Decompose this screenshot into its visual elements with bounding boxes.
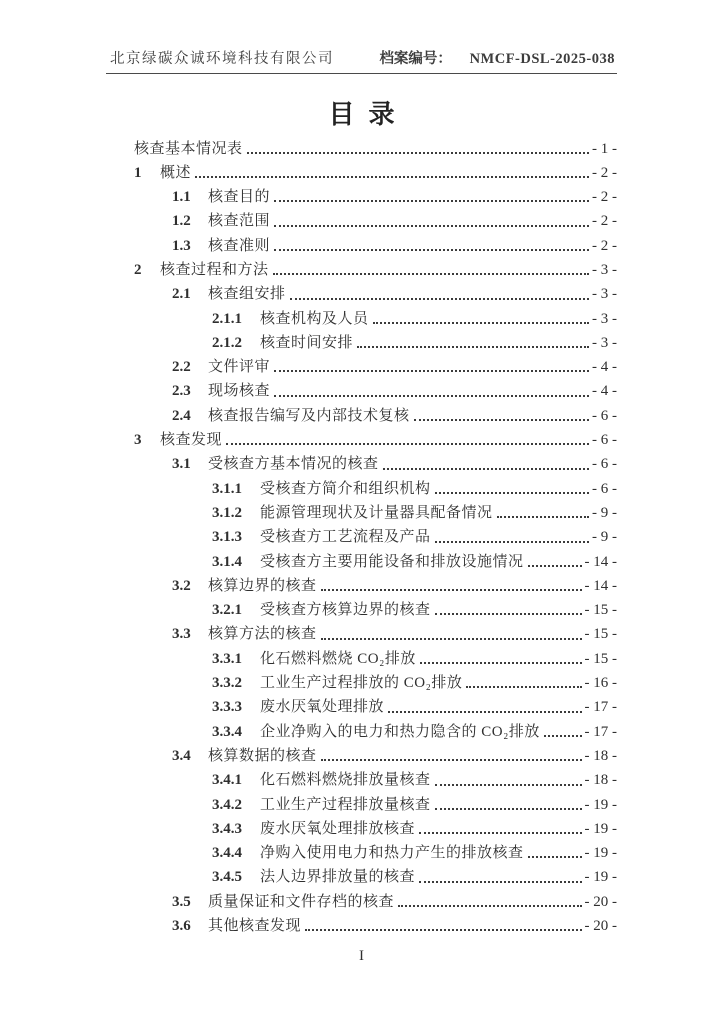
toc-entry-number: 1.3: [172, 237, 191, 254]
toc-entry-number: 2.1: [172, 286, 191, 303]
toc-entry-number: 3: [134, 432, 142, 449]
toc-leader-dots: [273, 273, 589, 275]
toc-entry-label: 受核查方核算边界的核查: [260, 602, 431, 619]
toc-entry-number: 3.4.5: [212, 869, 242, 886]
toc-entry-number: 3.1: [172, 456, 191, 473]
toc-entry[interactable]: [134, 647, 617, 671]
toc-entry-page: - 2 -: [592, 237, 617, 254]
toc-entry-number: 3.3.3: [212, 699, 242, 716]
toc-leader-dots: [321, 589, 582, 591]
toc-entry-number: 3.2.1: [212, 602, 242, 619]
toc-leader-dots: [195, 176, 589, 178]
toc-entry-label: 核算数据的核查: [208, 747, 317, 764]
toc-leader-dots: [290, 298, 589, 300]
toc-entry-number: 3.1.1: [212, 480, 242, 497]
toc-entry-label: 核查范围: [208, 213, 271, 230]
toc-entry-page: - 19 -: [584, 820, 617, 837]
toc-entry-page: - 3 -: [592, 286, 617, 303]
toc-entry-page: - 20 -: [584, 918, 617, 934]
toc-entry-page: - 3 -: [592, 261, 617, 278]
toc-leader-dots: [357, 346, 589, 348]
toc-entry-page: - 15 -: [584, 650, 617, 667]
toc-entry-page: - 2 -: [592, 213, 617, 230]
toc-leader-dots: [544, 735, 582, 737]
toc-entry[interactable]: [134, 379, 617, 403]
toc-entry-label: 核查时间安排: [260, 334, 354, 351]
toc-entry[interactable]: [134, 331, 617, 355]
toc-entry[interactable]: [134, 890, 617, 914]
toc-entry-number: 3.5: [172, 893, 191, 910]
toc-entry[interactable]: [134, 209, 617, 233]
toc-entry-number: 3.3: [172, 626, 191, 643]
toc-entry-label: 核查准则: [208, 237, 271, 254]
toc-entry[interactable]: [134, 817, 617, 841]
toc-entry-label: 质量保证和文件存档的核查: [208, 893, 395, 910]
toc-entry-page: - 9 -: [592, 529, 617, 546]
toc-entry-page: - 15 -: [584, 602, 617, 619]
toc-list: [134, 137, 617, 939]
toc-entry-label: 文件评审: [208, 359, 271, 376]
page-number-footer: I: [359, 948, 364, 965]
toc-entry[interactable]: [134, 671, 617, 695]
toc-entry-label: 现场核查: [208, 383, 271, 400]
toc-leader-dots: [528, 856, 582, 858]
toc-entry[interactable]: [134, 355, 617, 379]
toc-entry-page: - 9 -: [592, 504, 617, 521]
toc-leader-dots: [466, 686, 581, 688]
toc-entry-label: 核查目的: [208, 189, 271, 206]
toc-leader-dots: [274, 370, 589, 372]
toc-entry-number: 3.6: [172, 918, 191, 934]
page-header: [106, 47, 617, 74]
toc-leader-dots: [497, 516, 589, 518]
toc-leader-dots: [419, 881, 581, 883]
toc-entry[interactable]: [134, 525, 617, 549]
toc-entry-label: 核查基本情况表: [134, 140, 243, 157]
toc-entry[interactable]: [134, 744, 617, 768]
toc-entry-number: 3.1.4: [212, 553, 242, 570]
toc-entry-page: - 3 -: [592, 310, 617, 327]
toc-leader-dots: [435, 808, 582, 810]
toc-entry-label: 核算边界的核查: [208, 577, 317, 594]
toc-entry-label: 受核查方主要用能设备和排放设施情况: [260, 553, 524, 570]
toc-entry[interactable]: [134, 307, 617, 331]
company-name: 北京绿碳众诚环境科技有限公司: [110, 51, 334, 67]
toc-entry-page: - 17 -: [584, 699, 617, 716]
toc-entry[interactable]: [134, 574, 617, 598]
toc-leader-dots: [274, 200, 589, 202]
toc-leader-dots: [420, 662, 582, 664]
toc-entry-label: 废水厌氧处理排放: [260, 699, 385, 716]
header-row: [106, 47, 617, 68]
toc-entry-page: - 14 -: [584, 577, 617, 594]
toc-entry-number: 1: [134, 164, 142, 181]
toc-entry[interactable]: [134, 768, 617, 792]
toc-entry-page: - 19 -: [584, 845, 617, 862]
toc-entry[interactable]: [134, 865, 617, 889]
toc-entry[interactable]: [134, 695, 617, 719]
toc-entry-number: 1.1: [172, 189, 191, 206]
toc-entry-page: - 4 -: [592, 359, 617, 376]
toc-leader-dots: [383, 468, 589, 470]
toc-entry[interactable]: [134, 501, 617, 525]
toc-leader-dots: [435, 613, 582, 615]
toc-entry-page: - 19 -: [584, 796, 617, 813]
toc-entry-label: 化石燃料燃烧 CO₂排放: [260, 650, 416, 667]
toc-entry-number: 3.3.4: [212, 723, 242, 740]
toc-entry-page: - 17 -: [584, 723, 617, 740]
page-footer: [106, 948, 617, 965]
toc-leader-dots: [247, 152, 589, 154]
toc-entry[interactable]: [134, 234, 617, 258]
toc-entry-page: - 6 -: [592, 432, 617, 449]
toc-entry-page: - 3 -: [592, 334, 617, 351]
toc-entry-page: - 2 -: [592, 164, 617, 181]
toc-leader-dots: [321, 638, 582, 640]
toc-entry-label: 法人边界排放量的核查: [260, 869, 416, 886]
toc-entry-label: 受核查方工艺流程及产品: [260, 529, 431, 546]
toc-entry-page: - 16 -: [584, 675, 617, 692]
toc-leader-dots: [414, 419, 589, 421]
toc-entry-number: 2.3: [172, 383, 191, 400]
toc-entry-page: - 6 -: [592, 480, 617, 497]
toc-entry[interactable]: [134, 282, 617, 306]
toc-entry-number: 3.2: [172, 577, 191, 594]
toc-entry-label: 能源管理现状及计量器具配备情况: [260, 504, 493, 521]
toc-entry-label: 核算方法的核查: [208, 626, 317, 643]
toc-entry-number: 3.4.1: [212, 772, 242, 789]
toc-entry-number: 3.3.1: [212, 650, 242, 667]
file-number-group: [379, 47, 615, 68]
toc-entry-number: 3.4: [172, 747, 191, 764]
toc-entry[interactable]: [134, 428, 617, 452]
toc-entry[interactable]: [134, 137, 617, 161]
toc-entry-number: 3.1.2: [212, 504, 242, 521]
toc-entry-page: - 6 -: [592, 456, 617, 473]
toc-entry[interactable]: [134, 622, 617, 646]
toc-entry-number: 2: [134, 261, 142, 278]
toc-leader-dots: [435, 784, 582, 786]
toc-entry-label: 其他核查发现: [208, 918, 302, 934]
toc-entry[interactable]: [134, 477, 617, 501]
toc-entry-label: 核查组安排: [208, 286, 286, 303]
toc-entry[interactable]: [134, 841, 617, 865]
toc-entry-label: 概述: [160, 164, 192, 181]
toc-entry-page: - 20 -: [584, 893, 617, 910]
toc-entry-label: 企业净购入的电力和热力隐含的 CO₂排放: [260, 723, 540, 740]
toc-leader-dots: [528, 565, 582, 567]
toc-entry-page: - 18 -: [584, 747, 617, 764]
toc-entry[interactable]: [134, 185, 617, 209]
toc-entry-page: - 2 -: [592, 189, 617, 206]
toc-entry-label: 核查机构及人员: [260, 310, 369, 327]
file-number-label: 档案编号：: [379, 51, 452, 67]
toc-entry-label: 受核查方简介和组织机构: [260, 480, 431, 497]
toc-entry-number: 3.1.3: [212, 529, 242, 546]
toc-entry-number: 3.3.2: [212, 675, 242, 692]
file-number-value: NMCF-DSL-2025-038: [469, 51, 615, 67]
toc-entry-page: - 18 -: [584, 772, 617, 789]
toc-title: 目录: [328, 100, 409, 129]
toc-entry-page: - 19 -: [584, 869, 617, 886]
toc-leader-dots: [398, 905, 581, 907]
toc-entry[interactable]: [134, 404, 617, 428]
toc-entry-number: 3.4.3: [212, 820, 242, 837]
header-rule: [106, 73, 617, 74]
toc-entry-number: 2.2: [172, 359, 191, 376]
toc-entry-number: 3.4.4: [212, 845, 242, 862]
toc-leader-dots: [226, 443, 589, 445]
toc-entry-label: 核查报告编写及内部技术复核: [208, 407, 410, 424]
toc-leader-dots: [388, 711, 581, 713]
toc-entry-label: 废水厌氧处理排放核查: [260, 820, 416, 837]
toc-entry-number: 2.1.1: [212, 310, 242, 327]
toc-entry-number: 2.4: [172, 407, 191, 424]
toc-entry-page: - 14 -: [584, 553, 617, 570]
toc-entry-number: 1.2: [172, 213, 191, 230]
toc-leader-dots: [419, 832, 581, 834]
toc-entry-label: 受核查方基本情况的核查: [208, 456, 379, 473]
toc-leader-dots: [373, 322, 589, 324]
toc-entry-label: 化石燃料燃烧排放量核查: [260, 772, 431, 789]
toc-entry-label: 净购入使用电力和热力产生的排放核查: [260, 845, 524, 862]
toc-leader-dots: [274, 225, 589, 227]
toc-leader-dots: [274, 395, 589, 397]
toc-entry[interactable]: [134, 720, 617, 744]
toc-entry-page: - 15 -: [584, 626, 617, 643]
toc-entry-page: - 6 -: [592, 407, 617, 424]
toc-entry[interactable]: [134, 914, 617, 938]
toc-entry[interactable]: [134, 793, 617, 817]
toc-entry-label: 核查过程和方法: [160, 261, 269, 278]
toc-entry-label: 工业生产过程排放量核查: [260, 796, 431, 813]
toc-leader-dots: [435, 541, 589, 543]
toc-leader-dots: [274, 249, 589, 251]
toc-entry-label: 工业生产过程排放的 CO₂排放: [260, 675, 463, 692]
toc-entry-page: - 1 -: [592, 140, 617, 157]
toc-leader-dots: [305, 929, 581, 931]
toc-entry[interactable]: [134, 598, 617, 622]
toc-entry[interactable]: [134, 161, 617, 185]
toc-entry-page: - 4 -: [592, 383, 617, 400]
toc-entry-label: 核查发现: [160, 432, 223, 449]
toc-entry[interactable]: [134, 550, 617, 574]
toc-leader-dots: [435, 492, 589, 494]
toc-entry-number: 2.1.2: [212, 334, 242, 351]
toc-entry[interactable]: [134, 452, 617, 476]
toc-entry[interactable]: [134, 258, 617, 282]
toc-leader-dots: [321, 759, 582, 761]
toc-entry-number: 3.4.2: [212, 796, 242, 813]
